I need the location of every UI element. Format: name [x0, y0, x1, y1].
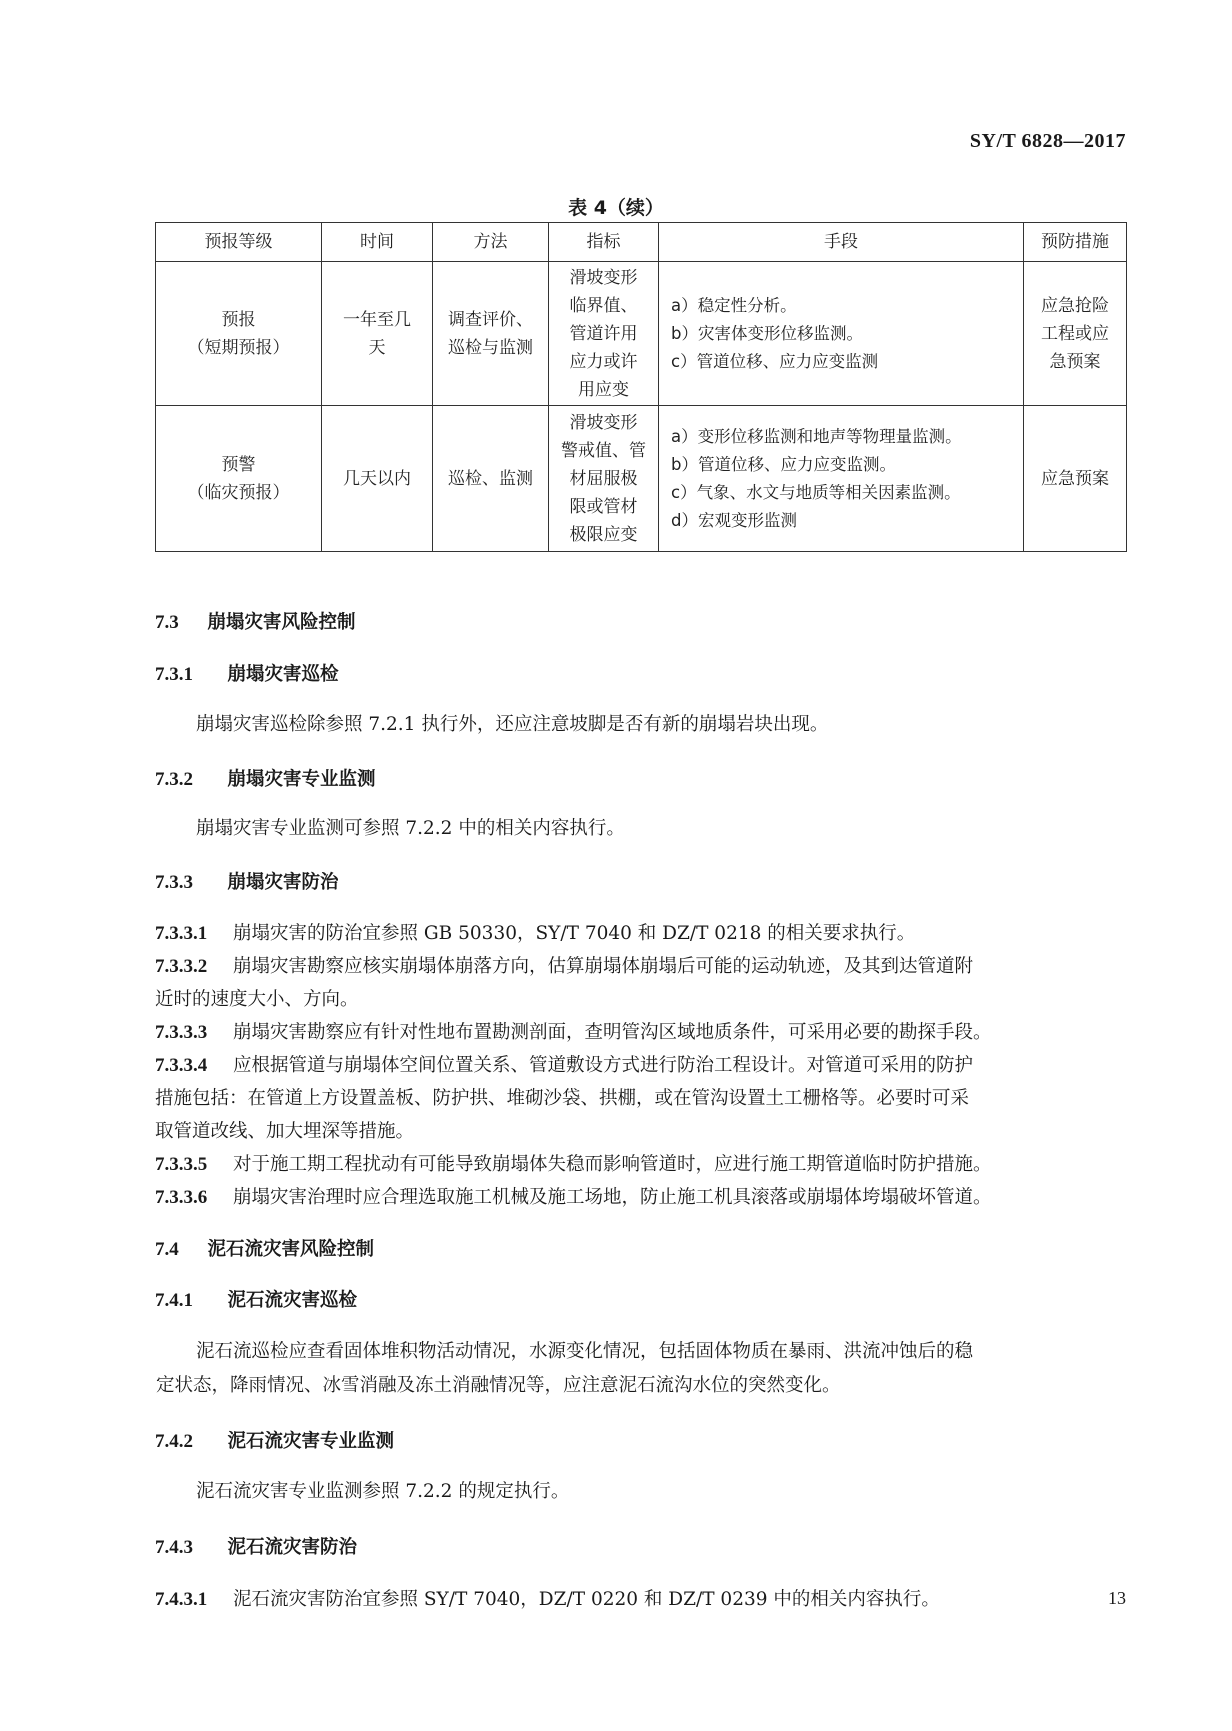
cell-line: 极限应变	[569, 524, 638, 545]
cell-line: 限或管材	[569, 496, 638, 517]
cell-line: 管道许用	[569, 323, 638, 344]
cell-line: 几天以内	[343, 468, 411, 489]
header-prevention-measures: 预防措施	[1024, 223, 1127, 262]
table-row	[156, 262, 1127, 406]
cell-line: a）变形位移监测和地声等物理量监测。	[671, 426, 962, 446]
clause-number: 7.3.3.1	[155, 923, 208, 944]
cell-line: 天	[368, 337, 386, 358]
clause-7-4-3-1	[155, 1583, 1126, 1616]
clause-number: 7.3.3.6	[155, 1187, 208, 1208]
cell-line: a）稳定性分析。	[671, 295, 797, 315]
cell-line: d）宏观变形监测	[671, 510, 797, 530]
cell-line: b）灾害体变形位移监测。	[671, 323, 863, 343]
clause-7-3-3-6	[155, 1181, 1126, 1214]
header-method: 方法	[433, 223, 549, 262]
cell-line: 预报	[221, 309, 256, 330]
table-header-row	[156, 223, 1127, 262]
section-heading-7-3	[155, 608, 355, 634]
cell-line: 应急抢险	[1041, 295, 1109, 316]
section-title: 崩塌灾害专业监测	[227, 769, 376, 790]
cell-line: 滑坡变形	[569, 267, 638, 288]
section-title: 泥石流灾害防治	[227, 1537, 357, 1558]
clause-text: 取管道改线、加大埋深等措施。	[155, 1121, 415, 1142]
paragraph-line: 泥石流巡检应查看固体堆积物活动情况，水源变化情况，包括固体物质在暴雨、洪流冲蚀后的稳	[196, 1341, 974, 1362]
cell-method	[433, 262, 549, 406]
clause-number: 7.3.3.4	[155, 1055, 208, 1076]
header-indicator: 指标	[549, 223, 659, 262]
cell-method	[433, 406, 549, 552]
clause-number: 7.3.3.3	[155, 1022, 208, 1043]
cell-line: 工程或应	[1041, 323, 1109, 344]
clause-7-3-3-4	[155, 1049, 1126, 1148]
clause-text: 崩塌灾害的防治宜参照 GB 50330，SY/T 7040 和 DZ/T 0218 的相关要求执行。	[233, 923, 916, 944]
header-forecast-level: 预报等级	[156, 223, 322, 262]
forecast-table	[155, 222, 1127, 552]
section-heading-7-4	[155, 1235, 374, 1261]
cell-means	[659, 406, 1024, 552]
clause-7-3-3-2	[155, 950, 1126, 1016]
clause-number: 7.3.3.5	[155, 1154, 208, 1175]
cell-line: 滑坡变形	[569, 412, 638, 433]
cell-level	[156, 262, 322, 406]
header-time: 时间	[322, 223, 433, 262]
section-title: 泥石流灾害专业监测	[227, 1431, 394, 1452]
section-title: 崩塌灾害风险控制	[207, 612, 356, 633]
clause-7-3-3-1	[155, 917, 1126, 950]
clause-number: 7.3.3.2	[155, 956, 208, 977]
cell-line: 用应变	[578, 379, 629, 400]
section-number: 7.3.2	[155, 769, 193, 790]
section-number: 7.3.1	[155, 664, 193, 685]
cell-line: 警戒值、管	[561, 440, 646, 461]
cell-indicator	[549, 406, 659, 552]
paragraph: 崩塌灾害专业监测可参照 7.2.2 中的相关内容执行。	[196, 818, 625, 839]
cell-line: 巡检、监测	[448, 468, 533, 489]
clause-text: 近时的速度大小、方向。	[155, 989, 359, 1010]
section-number: 7.4.2	[155, 1431, 193, 1452]
cell-line: 一年至几	[343, 309, 411, 330]
section-number: 7.4.1	[155, 1290, 193, 1311]
section-number: 7.4.3	[155, 1537, 193, 1558]
cell-line: 材屈服极	[569, 468, 638, 489]
cell-line: 巡检与监测	[448, 337, 533, 358]
section-heading-7-3-2	[155, 765, 375, 791]
paragraph-line: 定状态，降雨情况、冰雪消融及冻土消融情况等，应注意泥石流沟水位的突然变化。	[156, 1375, 841, 1396]
cell-line: b）管道位移、应力应变监测。	[671, 454, 896, 474]
section-title: 泥石流灾害风险控制	[207, 1239, 374, 1260]
section-title: 崩塌灾害巡检	[227, 664, 339, 685]
clause-text: 措施包括：在管道上方设置盖板、防护拱、堆砌沙袋、拱棚，或在管沟设置土工栅格等。必要时可采	[155, 1088, 970, 1109]
section-title: 崩塌灾害防治	[227, 872, 339, 893]
cell-level	[156, 406, 322, 552]
section-number: 7.3	[155, 612, 179, 633]
cell-indicator	[549, 262, 659, 406]
cell-line: 调查评价、	[448, 309, 533, 330]
clause-text: 对于施工期工程扰动有可能导致崩塌体失稳而影响管道时，应进行施工期管道临时防护措施。	[233, 1154, 992, 1175]
cell-line: c）管道位移、应力应变监测	[671, 351, 879, 371]
cell-line: 临界值、	[569, 295, 638, 316]
cell-line: 应力或许	[569, 351, 638, 372]
section-number: 7.3.3	[155, 872, 193, 893]
paragraph: 泥石流灾害专业监测参照 7.2.2 的规定执行。	[196, 1481, 570, 1502]
table-caption: 表 4（续）	[568, 197, 664, 219]
section-title: 泥石流灾害巡检	[227, 1290, 357, 1311]
section-heading-7-4-1	[155, 1286, 357, 1312]
clause-text: 崩塌灾害勘察应有针对性地布置勘测剖面，查明管沟区域地质条件，可采用必要的勘探手段。	[233, 1022, 992, 1043]
clause-7-3-3-5	[155, 1148, 1126, 1181]
cell-line: 急预案	[1049, 351, 1101, 372]
page-number: 13	[1108, 1588, 1126, 1608]
cell-measures	[1024, 262, 1127, 406]
section-heading-7-4-3	[155, 1533, 357, 1559]
clause-number: 7.4.3.1	[155, 1589, 208, 1610]
section-heading-7-3-1	[155, 660, 338, 686]
standard-number: SY/T 6828—2017	[969, 130, 1126, 152]
cell-line: （临灾预报）	[187, 482, 290, 503]
cell-time	[322, 406, 433, 552]
section-heading-7-3-3	[155, 868, 338, 894]
paragraph	[156, 1335, 1126, 1403]
section-number: 7.4	[155, 1239, 179, 1260]
cell-line: c）气象、水文与地质等相关因素监测。	[671, 482, 961, 502]
table-row	[156, 406, 1127, 552]
section-heading-7-4-2	[155, 1427, 394, 1453]
clause-text: 泥石流灾害防治宜参照 SY/T 7040，DZ/T 0220 和 DZ/T 0239 中的相关内容执行。	[233, 1589, 940, 1610]
paragraph: 崩塌灾害巡检除参照 7.2.1 执行外，还应注意坡脚是否有新的崩塌岩块出现。	[196, 714, 829, 735]
clause-text: 崩塌灾害治理时应合理选取施工机械及施工场地，防止施工机具滚落或崩塌体垮塌破坏管道。	[233, 1187, 992, 1208]
header-means: 手段	[659, 223, 1024, 262]
cell-time	[322, 262, 433, 406]
clause-text: 崩塌灾害勘察应核实崩塌体崩落方向，估算崩塌体崩塌后可能的运动轨迹，及其到达管道附	[233, 956, 974, 977]
cell-line: 预警	[221, 454, 256, 475]
cell-line: （短期预报）	[187, 337, 290, 358]
clause-7-3-3-3	[155, 1016, 1126, 1049]
cell-measures	[1024, 406, 1127, 552]
cell-means	[659, 262, 1024, 406]
cell-line: 应急预案	[1041, 468, 1109, 489]
clause-text: 应根据管道与崩塌体空间位置关系、管道敷设方式进行防治工程设计。对管道可采用的防护	[233, 1055, 974, 1076]
